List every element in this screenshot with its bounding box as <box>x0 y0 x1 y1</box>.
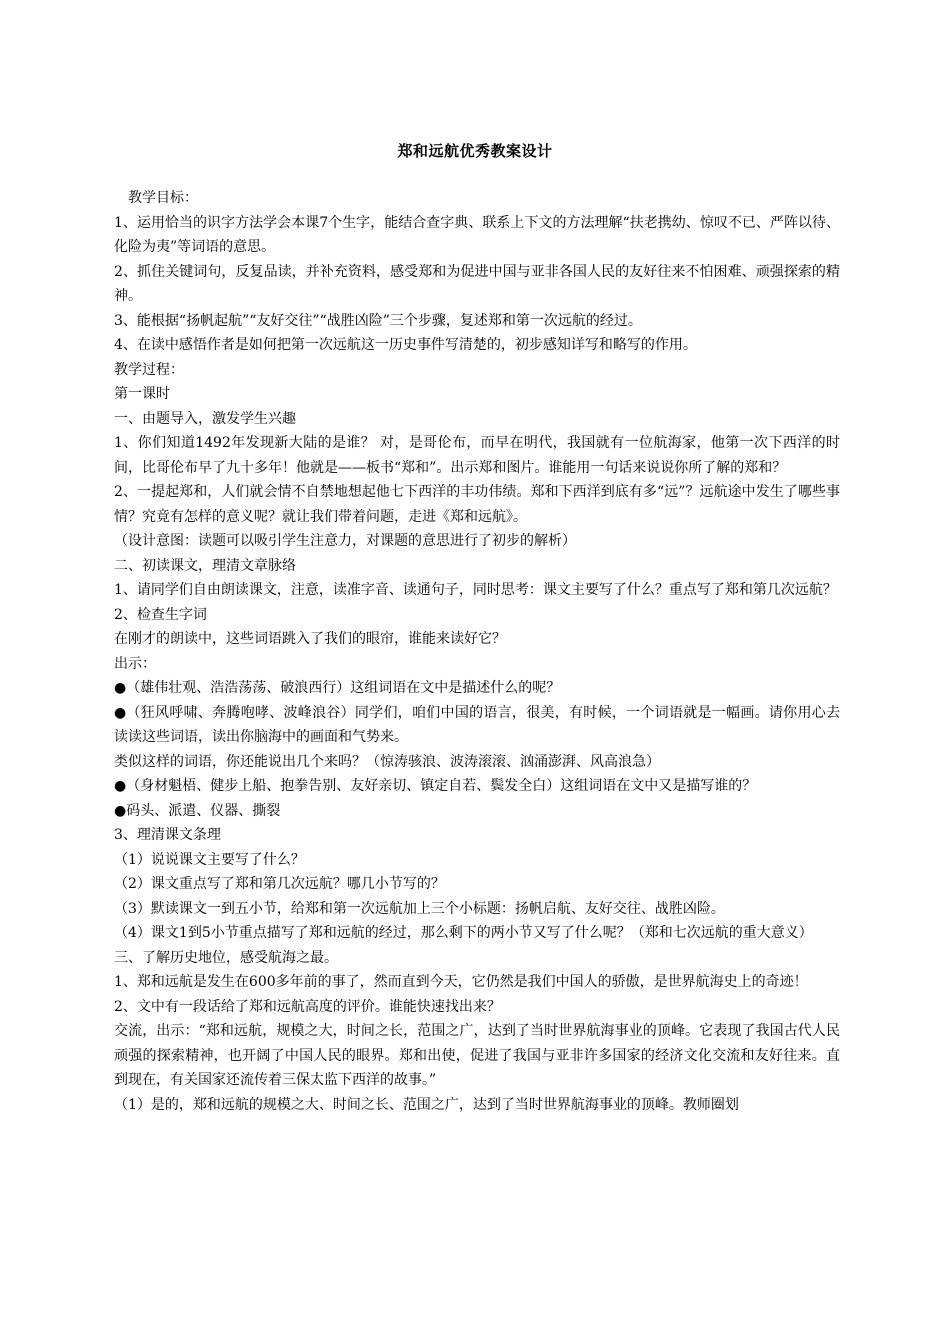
paragraph: 2、文中有一段话给了郑和远航高度的评价。谁能快速找出来？ <box>114 998 501 1015</box>
part-heading: 三、了解历史地位，感受航海之最。 <box>114 949 338 966</box>
question-item: （2）课文重点写了郑和第几次远航？哪几小节写的？ <box>114 876 445 892</box>
paragraph: 1、请同学们自由朗读课文，注意，读准字音、读通句子，同时思考：课文主要写了什么？重点写了郑和第几次远航？ <box>114 582 837 598</box>
bullet-item: ●（身材魁梧、健步上船、抱拳告别、友好亲切、镇定自若、鬓发全白）这组词语在文中又是描写谁的？ <box>114 778 757 794</box>
document-title: 郑和远航优秀教案设计 <box>397 142 553 160</box>
document-body <box>114 186 840 1117</box>
paragraph: 在刚才的朗读中，这些词语跳入了我们的眼帘，谁能来读好它？ <box>114 631 506 647</box>
part-heading: 一、由题导入，激发学生兴趣 <box>114 410 296 427</box>
paragraph: （1）是的，郑和远航的规模之大、时间之长、范围之广，达到了当时世界航海事业的顶峰。教师圈划 <box>114 1096 739 1113</box>
part-heading: 二、初读课文，理清文章脉络 <box>114 557 296 574</box>
question-item: （1）说说课文主要写了什么？ <box>114 851 305 868</box>
paragraph: 1、你们知道1492年发现新大陆的是谁？ 对，是哥伦布，而早在明代，我国就有一位航海家，他第一次下西洋的时间，比哥伦布早了九十多年！他就是——板书“郑和”。出示郑和图片。谁能用一句话来说说你所了解的郑和？ <box>114 435 840 476</box>
paragraph: 2、检查生字词 <box>114 606 207 623</box>
objective-item: 2、抓住关键词句，反复品读，并补充资料，感受郑和为促进中国与亚非各国人民的友好往来不怕困难、顽强探索的精神。 <box>114 263 840 304</box>
objective-item: 3、能根据“扬帆起航”“友好交往”“战胜凶险”三个步骤，复述郑和第一次远航的经过。 <box>114 312 642 329</box>
section-heading-objectives: 教学目标： <box>128 190 198 206</box>
design-note: （设计意图：读题可以吸引学生注意力，对课题的意思进行了初步的解析） <box>114 533 576 549</box>
bullet-item: ●（雄伟壮观、浩浩荡荡、破浪西行）这组词语在文中是描述什么的呢？ <box>114 680 561 696</box>
paragraph: 1、郑和远航是发生在600多年前的事了，然而直到今天，它仍然是我们中国人的骄傲，是世界航海史上的奇迹！ <box>114 974 808 990</box>
section-heading-process: 教学过程： <box>114 361 184 378</box>
bullet-item: ●码头、派遣、仪器、撕裂 <box>114 802 281 819</box>
lesson-heading: 第一课时 <box>114 386 170 402</box>
paragraph: 出示： <box>114 655 156 672</box>
quote-paragraph: 交流，出示：“郑和远航，规模之大，时间之长，范围之广，达到了当时世界航海事业的顶峰。它表现了我国古代人民顽强的探索精神，也开阔了中国人民的眼界。郑和出使，促进了我国与亚非许多国家的经济文化交流和友好往来。直到现在，有关国家还流传着三保太监下西洋的故事。” <box>114 1023 840 1088</box>
paragraph: 类似这样的词语，你还能说出几个来吗？（惊涛骇浪、波涛滚滚、汹涌澎湃、风高浪急） <box>114 753 660 770</box>
question-item: （3）默读课文一到五小节，给郑和第一次远航加上三个小标题：扬帆启航、友好交往、战胜凶险。 <box>114 900 725 917</box>
objective-item: 1、运用恰当的识字方法学会本课7个生字，能结合查字典、联系上下文的方法理解“扶老携幼、惊叹不已、严阵以待、化险为夷”等词语的意思。 <box>114 214 840 255</box>
objective-item: 4、在读中感悟作者是如何把第一次远航这一历史事件写清楚的，初步感知详写和略写的作用。 <box>114 337 697 353</box>
question-item: （4）课文1到5小节重点描写了郑和远航的经过，那么剩下的两小节又写了什么呢？（郑和七次远航的重大意义） <box>114 925 813 941</box>
paragraph: 2、一提起郑和，人们就会情不自禁地想起他七下西洋的丰功伟绩。郑和下西洋到底有多“远”？远航途中发生了哪些事情？究竟有怎样的意义呢？就让我们带着问题，走进《郑和远航》。 <box>114 484 840 525</box>
bullet-item: ●（狂风呼啸、奔腾咆哮、波峰浪谷）同学们，咱们中国的语言，很美，有时候，一个词语就是一幅画。请你用心去读读这些词语，读出你脑海中的画面和气势来。 <box>114 704 840 745</box>
paragraph: 3、理清课文条理 <box>114 827 221 843</box>
